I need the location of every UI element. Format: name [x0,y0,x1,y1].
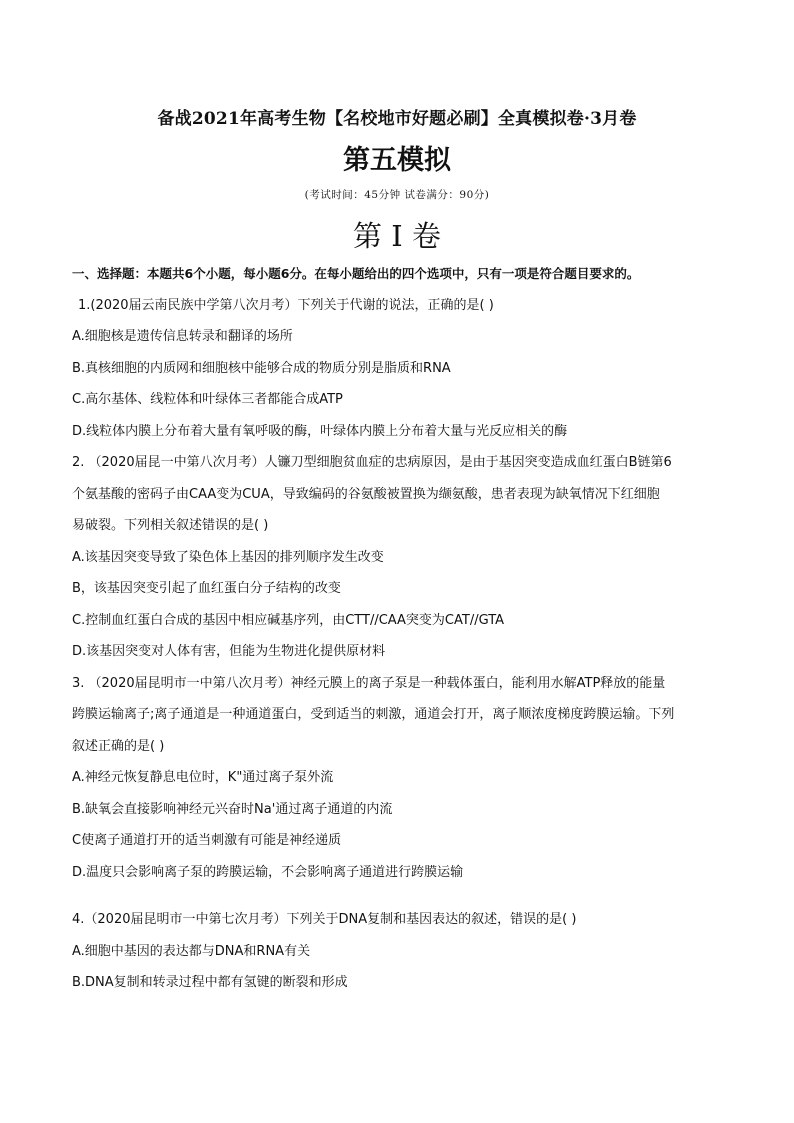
question-4-stem: 4.（2020届昆明市一中第七次月考）下列关于DNA复制和基因表达的叙述，错误的是( ) [72,912,577,927]
question-2-option-d: D.该基因突变对人体有害，但能为生物进化提供原材料 [72,644,386,659]
question-3-option-b: B.缺氧会直接影响神经元兴奋时Na'通过离子通道的内流 [72,801,393,817]
instructions: 一、选择题：本题共6个小题，每小题6分。在每小题给出的四个选项中，只有一项是符合题目要求的。 [72,266,640,281]
question-1-option-c: C.高尔基体、线粒体和叶绿体三者都能合成ATP [72,392,343,407]
question-3-stem-line-2: 跨膜运输离子;离子通道是一种通道蛋白，受到适当的刺激，通道会打开，离子顺浓度梯度跨膜运输。下列 [72,707,675,722]
question-3-option-d: D.温度只会影响离子泵的跨膜运输，不会影响离子通道进行跨膜运输 [72,864,464,880]
question-3-option-c: C使离子通道打开的适当刺激有可能是神经递质 [72,833,342,848]
document-main-title: 第五模拟 [343,145,451,176]
question-gap [72,888,722,904]
question-1-option-d: D.线粒体内膜上分布着大量有氧呼吸的酶，叶绿体内膜上分布着大量与光反应相关的酶 [72,423,568,439]
question-2-option-a: A.该基因突变导致了染色体上基因的排列顺序发生改变 [72,549,384,565]
question-3-stem-line-1: 3. （2020届昆明市一中第八次月考）神经元膜上的离子泵是一种载体蛋白，能利用水解ATP释放的能量 [72,675,666,691]
question-1-stem: 1.(2020届云南民族中学第八次月考）下列关于代谢的说法，正确的是( ) [78,297,494,313]
question-3-stem-line-3: 叙述正确的是( ) [72,738,165,754]
question-2-stem-line-2: 个氨基酸的密码子由CAA变为CUA，导致编码的谷氨酸被置换为缬氨酸，患者表现为缺氧情况下红细胞 [72,486,660,502]
question-1-option-a: A.细胞核是遗传信息转录和翻译的场所 [72,329,293,344]
exam-info: (考试时间：45分钟 试卷满分：90分) [304,189,490,201]
question-2-stem-line-3: 易破裂。下列相关叙述错误的是( ) [72,518,269,533]
question-4-option-a: A.细胞中基因的表达都与DNA和RNA有关 [72,943,311,959]
question-2-stem-line-1: 2. （2020届昆一中第八次月考）人镰刀型细胞贫血症的忠病原因，是由于基因突变造成血红蛋白B链第6 [72,455,672,470]
question-1-option-b: B.真核细胞的内质网和细胞核中能够合成的物质分别是脂质和RNA [72,360,451,376]
question-2-option-b: B，该基因突变引起了血红蛋白分子结构的改变 [72,581,341,596]
section-title: 第 I 卷 [353,219,441,253]
document-header-title: 备战2021年高考生物【名校地市好题必刷】全真模拟卷·3月卷 [157,109,637,129]
question-4-option-b: B.DNA复制和转录过程中都有氢键的断裂和形成 [72,975,348,990]
question-3-option-a: A.神经元恢复静息电位时，K"通过离子泵外流 [72,770,334,785]
question-content [72,258,722,999]
question-2-option-c: C.控制血红蛋白合成的基因中相应碱基序列，由CTT//CAA突变为CAT//GTA [72,612,505,628]
